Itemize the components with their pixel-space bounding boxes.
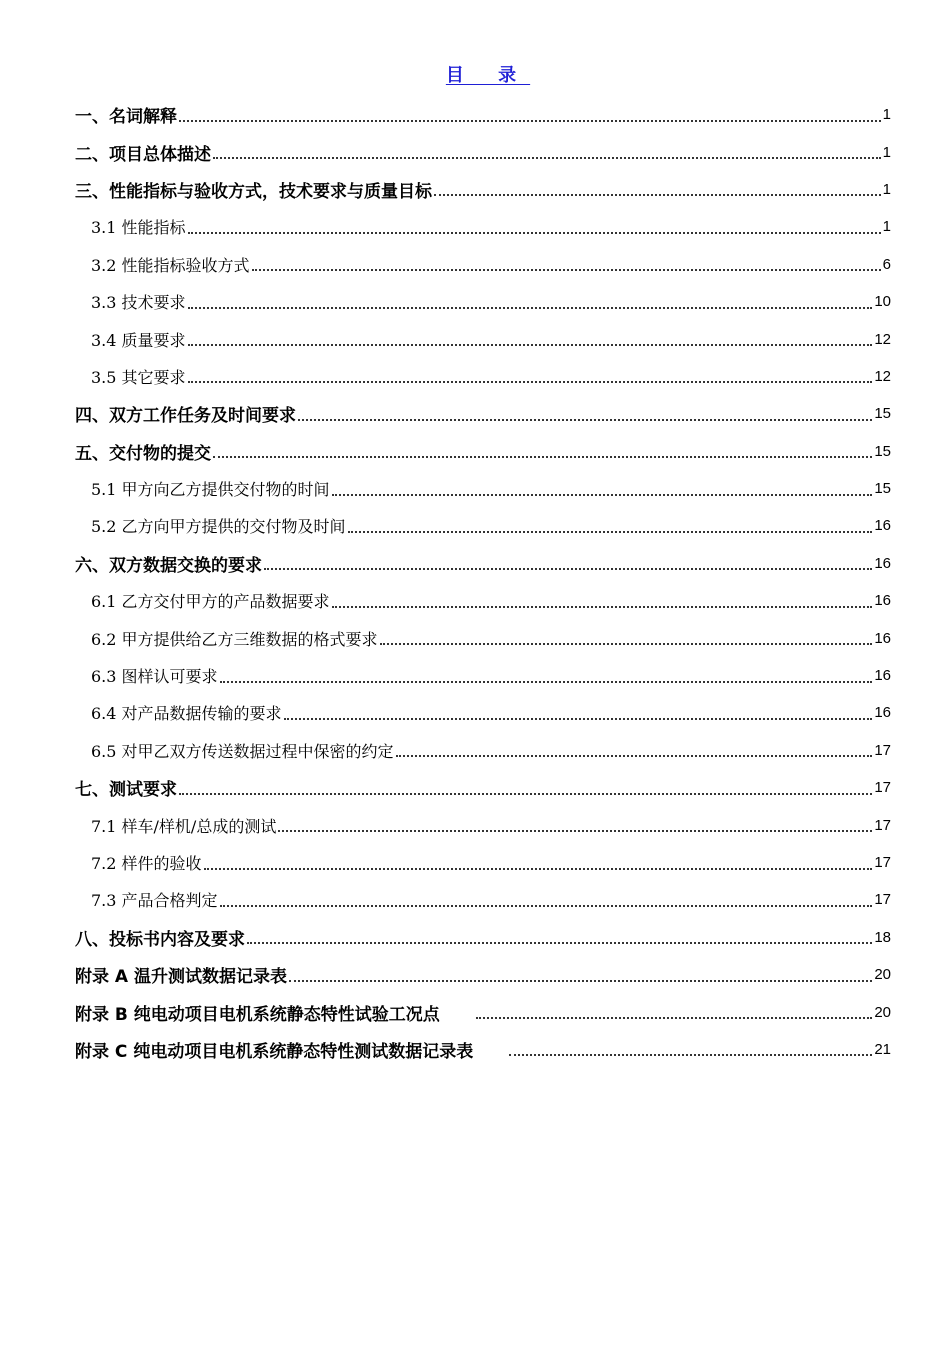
dot-leader [213, 157, 881, 159]
toc-entry-page: 1 [882, 180, 891, 198]
toc-entry-label: 附录 C 纯电动项目电机系统静态特性测试数据记录表 [75, 1041, 474, 1062]
toc-entry-page: 20 [874, 1003, 891, 1021]
toc-entry-label: 5.1 甲方向乙方提供交付物的时间 [91, 480, 330, 500]
toc-entry-page: 18 [874, 928, 891, 946]
toc-entry-page: 10 [874, 293, 891, 311]
toc-entry-page: 6 [882, 255, 891, 273]
dot-leader [380, 643, 873, 645]
dot-leader [188, 307, 873, 309]
toc-entry-appendix-c[interactable] [75, 1031, 891, 1068]
toc-entry-7-3[interactable] [75, 881, 891, 918]
toc-entry-page: 17 [874, 741, 891, 759]
dot-leader [332, 494, 873, 496]
toc-entry-page: 1 [882, 218, 891, 236]
toc-entry-2[interactable] [75, 133, 891, 170]
toc-entry-page: 1 [882, 143, 891, 161]
toc-entry-page: 12 [874, 367, 891, 385]
toc-entry-page: 1 [882, 106, 891, 124]
toc-entry-6-1[interactable] [75, 582, 891, 619]
toc-entry-4[interactable] [75, 395, 891, 432]
toc-entry-label: 7.1 样车/样机/总成的测试 [91, 816, 277, 836]
toc-entry-label: 6.5 对甲乙双方传送数据过程中保密的约定 [91, 741, 394, 761]
toc-entry-6-3[interactable] [75, 657, 891, 694]
dot-leader [252, 269, 881, 271]
toc-entry-label: 五、交付物的提交 [75, 443, 211, 464]
dot-leader [332, 606, 873, 608]
toc-entry-6-5[interactable] [75, 732, 891, 769]
dot-leader [509, 1054, 872, 1056]
toc-entry-7[interactable] [75, 769, 891, 806]
toc-entry-label: 四、双方工作任务及时间要求 [75, 406, 296, 427]
dot-leader [348, 531, 873, 533]
toc-entry-label: 3.1 性能指标 [91, 218, 186, 238]
toc-entry-page: 15 [874, 442, 891, 460]
toc-entry-label: 三、性能指标与验收方式，技术要求与质量目标 [75, 181, 432, 202]
toc-entry-page: 12 [874, 330, 891, 348]
dot-leader [213, 456, 872, 458]
dot-leader [188, 381, 873, 383]
toc-entry-page: 16 [874, 667, 891, 685]
toc-entry-page: 16 [874, 592, 891, 610]
toc-entry-label: 3.5 其它要求 [91, 367, 186, 387]
toc-entry-7-1[interactable] [75, 806, 891, 843]
dot-leader [220, 905, 873, 907]
toc-entry-page: 17 [874, 854, 891, 871]
toc-entry-6-2[interactable] [75, 619, 891, 656]
toc-entry-page: 20 [874, 966, 891, 984]
toc-entry-label: 附录 B 纯电动项目电机系统静态特性试验工况点 [75, 1004, 440, 1025]
toc-entry-label: 3.3 技术要求 [91, 293, 186, 313]
dot-leader [289, 980, 872, 982]
toc-entry-label: 6.1 乙方交付甲方的产品数据要求 [91, 592, 330, 612]
table-of-contents [75, 96, 891, 1068]
toc-entry-1[interactable] [75, 96, 891, 133]
dot-leader [188, 344, 873, 346]
toc-entry-page: 17 [874, 816, 891, 834]
toc-entry-label: 3.4 质量要求 [91, 330, 186, 350]
dot-leader [284, 718, 873, 720]
toc-entry-page: 15 [874, 480, 891, 498]
dot-leader [204, 868, 873, 870]
toc-entry-page: 16 [874, 629, 891, 647]
toc-entry-label: 3.2 性能指标验收方式 [91, 255, 250, 275]
dot-leader [434, 194, 881, 196]
toc-entry-label: 6.3 图样认可要求 [91, 667, 218, 687]
dot-leader [179, 120, 881, 122]
toc-entry-page: 17 [874, 891, 891, 909]
toc-entry-5-1[interactable] [75, 470, 891, 507]
toc-entry-7-2[interactable] [75, 844, 891, 881]
dot-leader [396, 755, 873, 757]
toc-entry-3-4[interactable] [75, 320, 891, 357]
toc-entry-label: 六、双方数据交换的要求 [75, 555, 262, 576]
dot-leader [476, 1017, 873, 1019]
dot-leader [188, 232, 881, 234]
dot-leader [298, 419, 872, 421]
toc-title-link[interactable]: 目 录 [445, 65, 531, 86]
toc-entry-label: 7.3 产品合格判定 [91, 891, 218, 911]
toc-entry-6-4[interactable] [75, 694, 891, 731]
toc-entry-label: 附录 A 温升测试数据记录表 [75, 967, 287, 988]
toc-entry-appendix-b[interactable] [75, 993, 891, 1030]
toc-entry-page: 16 [874, 704, 891, 722]
dot-leader [278, 830, 872, 832]
toc-entry-page: 15 [874, 405, 891, 423]
toc-entry-3-1[interactable] [75, 208, 891, 245]
toc-entry-appendix-a[interactable] [75, 956, 891, 993]
toc-entry-label: 5.2 乙方向甲方提供的交付物及时间 [91, 517, 346, 537]
toc-entry-8[interactable] [75, 919, 891, 956]
dot-leader [179, 793, 872, 795]
toc-entry-3-5[interactable] [75, 358, 891, 395]
toc-entry-label: 6.4 对产品数据传输的要求 [91, 704, 282, 724]
toc-title [0, 62, 950, 90]
toc-entry-5-2[interactable] [75, 507, 891, 544]
toc-entry-page: 16 [874, 517, 891, 535]
toc-entry-label: 一、名词解释 [75, 107, 177, 128]
dot-leader [220, 681, 873, 683]
toc-entry-label: 7.2 样件的验收 [91, 854, 202, 873]
toc-entry-label: 七、测试要求 [75, 780, 177, 801]
toc-entry-3-3[interactable] [75, 283, 891, 320]
toc-entry-page: 17 [874, 779, 891, 797]
toc-entry-6[interactable] [75, 545, 891, 582]
toc-entry-label: 6.2 甲方提供给乙方三维数据的格式要求 [91, 629, 378, 649]
toc-entry-label: 八、投标书内容及要求 [75, 929, 245, 950]
dot-leader [264, 568, 872, 570]
toc-entry-page: 16 [874, 554, 891, 572]
toc-entry-3-2[interactable] [75, 246, 891, 283]
toc-entry-label: 二、项目总体描述 [75, 144, 211, 165]
toc-entry-page: 21 [874, 1040, 891, 1058]
toc-entry-5[interactable] [75, 433, 891, 470]
dot-leader [247, 942, 872, 944]
toc-entry-3[interactable] [75, 171, 891, 208]
